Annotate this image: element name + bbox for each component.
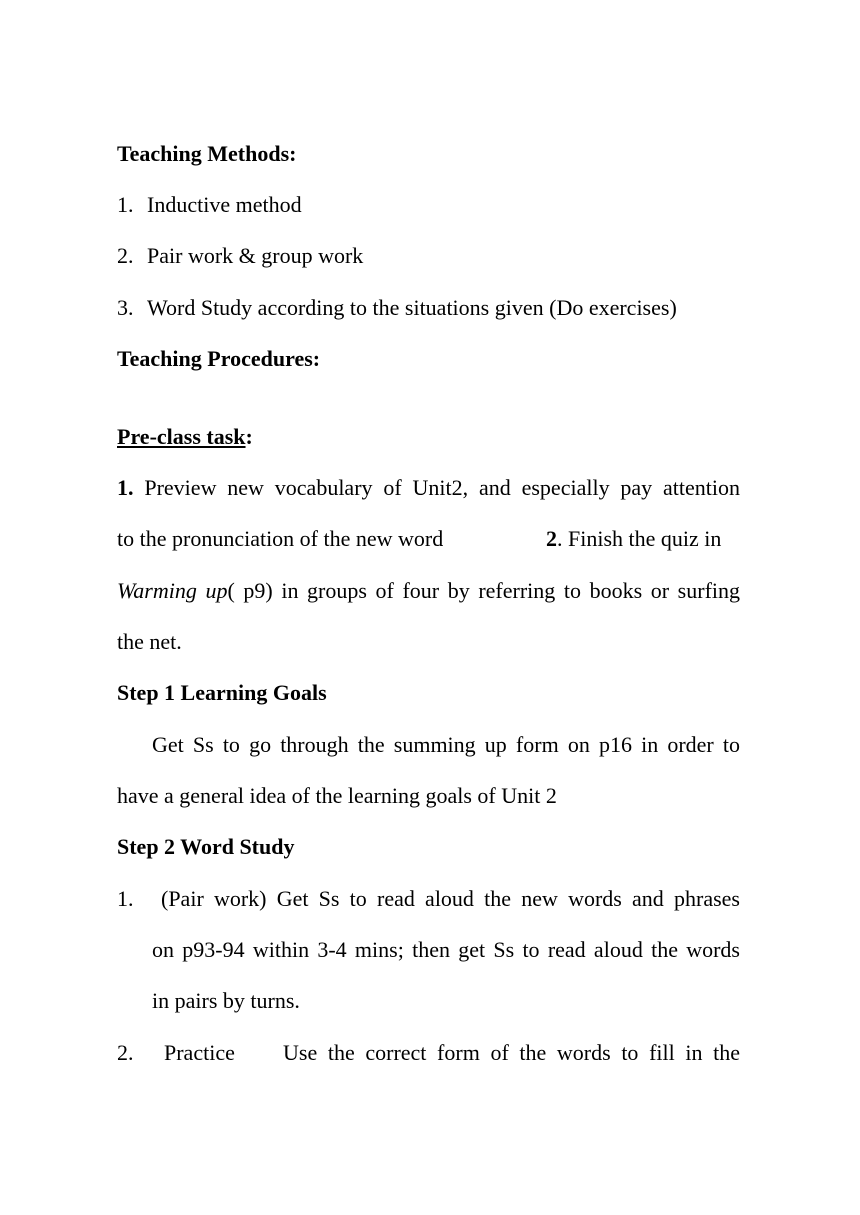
list-number: 2. — [117, 243, 134, 268]
preclass-line-2b — [546, 526, 721, 552]
step1-heading: Step 1 Learning Goals — [117, 680, 327, 705]
preclass-line-1 — [117, 475, 740, 501]
teaching-methods-heading: Teaching Methods: — [117, 141, 297, 166]
step2-item-2-label: Practice — [164, 1040, 235, 1065]
step2-item-2-text: Use the correct form of the words to fill in the — [283, 1040, 740, 1065]
preclass-text-2b: . Finish the quiz in — [557, 526, 722, 551]
list-text: Pair work & group work — [147, 243, 364, 268]
step1-line-2: have a general idea of the learning goals of Unit 2 — [117, 783, 557, 808]
list-text: Word Study according to the situations given (Do exercises) — [147, 295, 677, 320]
method-item-1 — [117, 192, 302, 218]
method-item-2 — [117, 243, 363, 269]
preclass-text-1: Preview new vocabulary of Unit2, and especially pay attention — [144, 475, 741, 500]
preclass-text-3: ( p9) in groups of four by referring to books or surfing — [227, 578, 741, 603]
preclass-heading — [117, 424, 253, 450]
list-number: 3. — [117, 295, 134, 320]
step1-line-1: Get Ss to go through the summing up form on p16 in order to — [152, 732, 740, 757]
preclass-line-4: the net. — [117, 629, 182, 654]
step2-heading: Step 2 Word Study — [117, 834, 295, 859]
warming-up-italic: Warming up — [117, 578, 228, 603]
step2-item-1-number: 1. — [117, 886, 134, 911]
step2-item-2-number: 2. — [117, 1040, 134, 1065]
step2-item-1-line-2: on p93-94 within 3-4 mins; then get Ss to read aloud the words — [152, 937, 740, 962]
step2-item-1-line-1: (Pair work) Get Ss to read aloud the new words and phrases — [161, 886, 740, 911]
teaching-procedures-heading: Teaching Procedures: — [117, 346, 321, 371]
method-item-3 — [117, 295, 677, 321]
preclass-num-1: 1. — [117, 475, 134, 500]
preclass-heading-colon: : — [245, 424, 253, 449]
step2-item-1-line-3: in pairs by turns. — [152, 988, 300, 1013]
preclass-line-3 — [117, 578, 740, 604]
preclass-text-2a: to the pronunciation of the new word — [117, 526, 444, 551]
preclass-num-2: 2 — [546, 526, 557, 551]
preclass-line-2 — [117, 526, 740, 552]
list-number: 1. — [117, 192, 134, 217]
preclass-heading-text: Pre-class task — [117, 424, 246, 449]
list-text: Inductive method — [147, 192, 302, 217]
